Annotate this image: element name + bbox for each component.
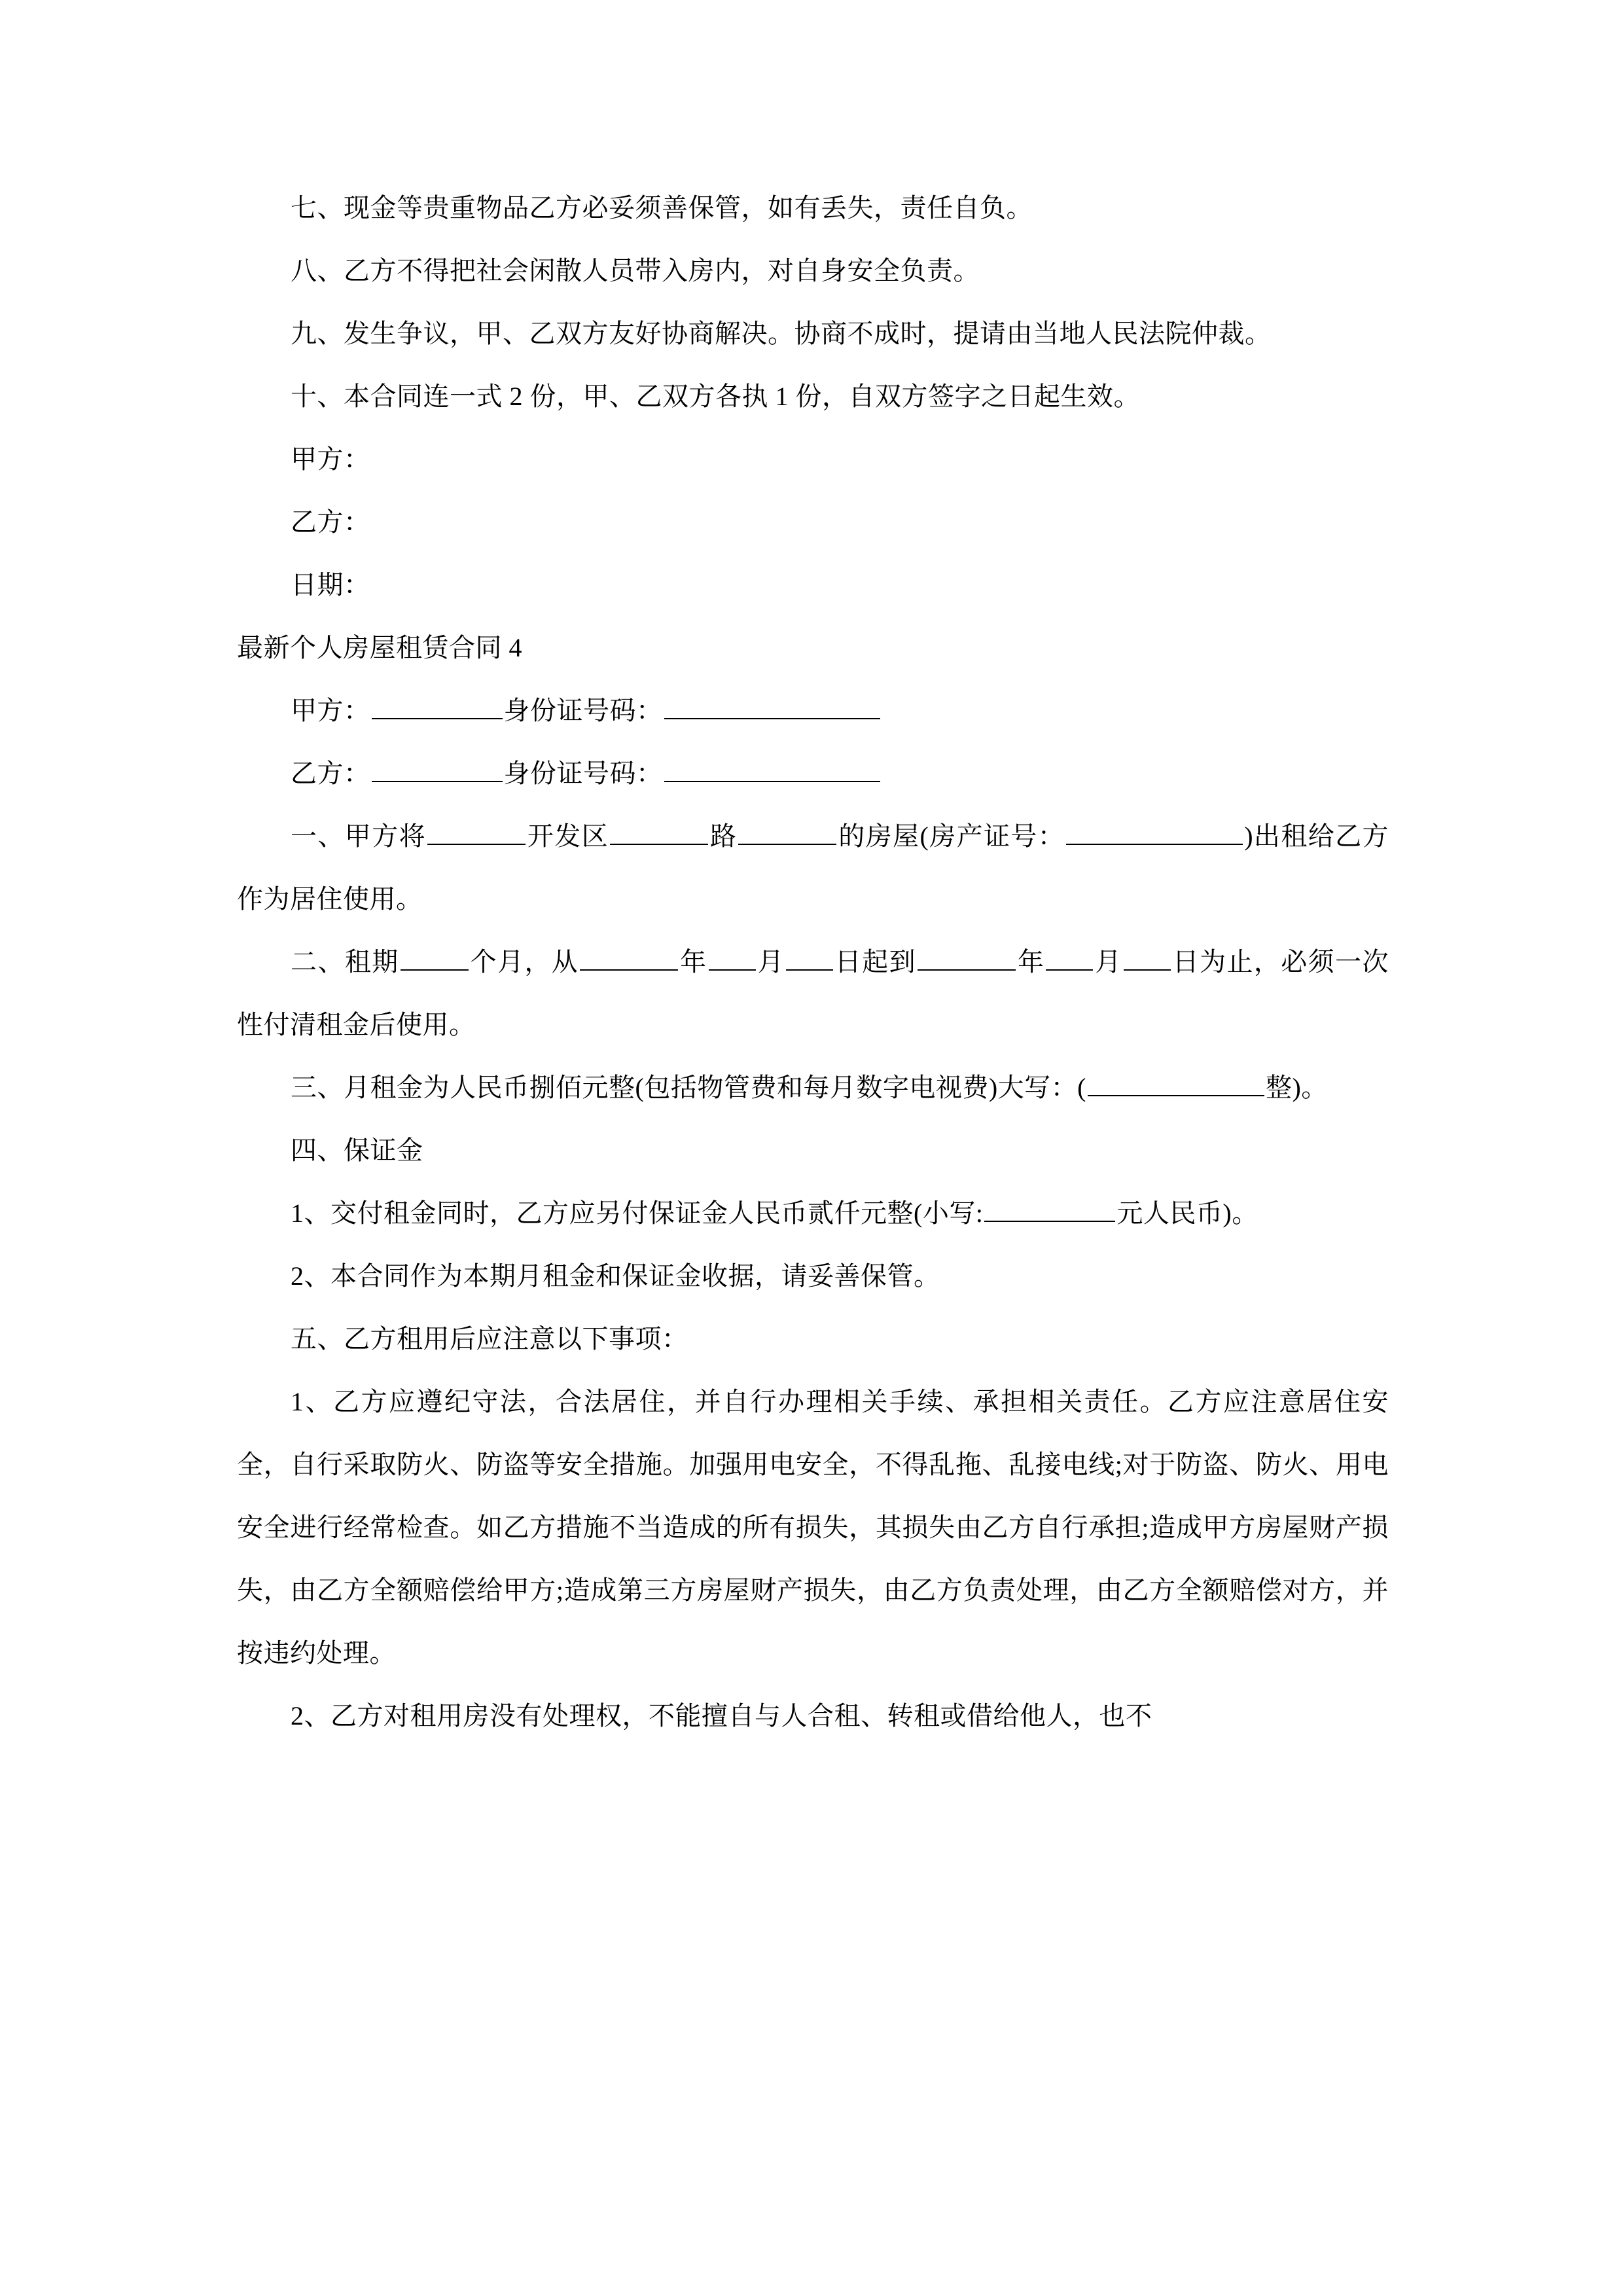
signature-party-b: 乙方： — [291, 507, 370, 537]
clause-5-item-1: 1、乙方应遵纪守法，合法居住，并自行办理相关手续、承担相关责任。乙方应注意居住安全，自行采取防火、防盗等安全措施。加强用电安全，不得乱拖、乱接电线;对于防盗、防火、用电安全进行经常检查。如乙方措施不当造成的所有损失，其损失由乙方自行承担;造成甲方房屋财产损失，由乙方全额赔偿给甲方;造成第三方房屋财产损失，由乙方负责处理，由乙方全额赔偿对方，并按违约处理。 — [237, 1387, 1389, 1668]
clause-1-blank-4 — [1066, 819, 1243, 845]
party-a-name-blank — [372, 693, 503, 719]
clause-1-text-1: 一、甲方将 — [291, 821, 426, 851]
clause-1-text-3: 路 — [709, 821, 738, 851]
party-b-name-blank — [372, 756, 503, 782]
clause-4-item-2: 2、本合同作为本期月租金和保证金收据，请妥善保管。 — [291, 1261, 940, 1291]
clause-1-text-4: 的房屋(房产证号： — [838, 821, 1065, 851]
clause-3-text-1: 三、月租金为人民币捌佰元整(包括物管费和每月数字电视费)大写：( — [291, 1073, 1086, 1102]
clause-2-text-7: 月 — [1094, 947, 1122, 977]
clause-5-item-2: 2、乙方对租用房没有处理权，不能擅自与人合租、转租或借给他人，也不 — [291, 1701, 1152, 1731]
clause-4-1-blank-deposit — [984, 1196, 1115, 1222]
clause-2-blank-month-start — [709, 944, 756, 971]
clause-1-blank-3 — [738, 819, 836, 845]
clause-3-blank-amount — [1088, 1070, 1264, 1096]
paragraph-article-10: 十、本合同连一式 2 份，甲、乙双方各执 1 份，自双方签字之日起生效。 — [291, 382, 1140, 411]
document-body — [237, 177, 1389, 1748]
clause-2-text-6: 年 — [1017, 947, 1045, 977]
clause-2 — [237, 931, 1389, 1056]
party-a-id-blank — [664, 693, 880, 719]
clause-4-1-text-2: 元人民币)。 — [1116, 1198, 1258, 1228]
party-b-id-label: 身份证号码： — [503, 759, 663, 788]
clause-2-blank-day-end — [1124, 944, 1171, 971]
clause-2-blank-day-start — [786, 944, 833, 971]
clause-2-text-1: 二、租期 — [291, 947, 399, 977]
clause-1-blank-1 — [427, 819, 526, 845]
party-b-label: 乙方： — [291, 759, 370, 788]
clause-2-blank-months — [401, 944, 469, 971]
party-b-identity-line — [237, 742, 1389, 805]
clause-1-blank-2 — [610, 819, 708, 845]
clause-2-text-3: 年 — [679, 947, 707, 977]
paragraph-article-7: 七、现金等贵重物品乙方必妥须善保管，如有丢失，责任自负。 — [291, 193, 1033, 223]
paragraph-article-8: 八、乙方不得把社会闲散人员带入房内，对自身安全负责。 — [291, 256, 980, 285]
party-b-id-blank — [664, 756, 880, 782]
party-a-id-label: 身份证号码： — [503, 696, 663, 725]
signature-date: 日期： — [291, 570, 370, 600]
clause-2-text-2: 个月，从 — [469, 947, 579, 977]
clause-2-blank-year-end — [918, 944, 1016, 971]
clause-3 — [237, 1056, 1389, 1119]
clause-3-text-2: 整)。 — [1265, 1073, 1328, 1102]
clause-4-item-1 — [237, 1182, 1389, 1245]
page-title: 最新个人房屋租赁合同 4 — [237, 633, 522, 662]
clause-1-text-5: )出租给乙方作为居住使用。 — [237, 821, 1389, 914]
clause-2-text-8: 日为止，必须一次性付清租金后使用。 — [237, 947, 1389, 1039]
clause-4-title: 四、保证金 — [291, 1136, 423, 1165]
clause-2-blank-year-start — [580, 944, 678, 971]
clause-2-blank-month-end — [1046, 944, 1093, 971]
signature-party-a: 甲方： — [291, 444, 370, 474]
clause-5-title: 五、乙方租用后应注意以下事项： — [291, 1324, 688, 1354]
clause-2-text-5: 日起到 — [834, 947, 917, 977]
clause-1 — [237, 805, 1389, 931]
clause-1-text-2: 开发区 — [527, 821, 609, 851]
party-a-identity-line — [237, 679, 1389, 742]
clause-2-text-4: 月 — [757, 947, 785, 977]
clause-4-1-text-1: 1、交付租金同时，乙方应另付保证金人民币贰仟元整(小写: — [291, 1198, 984, 1228]
paragraph-article-9: 九、发生争议，甲、乙双方友好协商解决。协商不成时，提请由当地人民法院仲裁。 — [291, 319, 1272, 348]
party-a-label: 甲方： — [291, 696, 370, 725]
